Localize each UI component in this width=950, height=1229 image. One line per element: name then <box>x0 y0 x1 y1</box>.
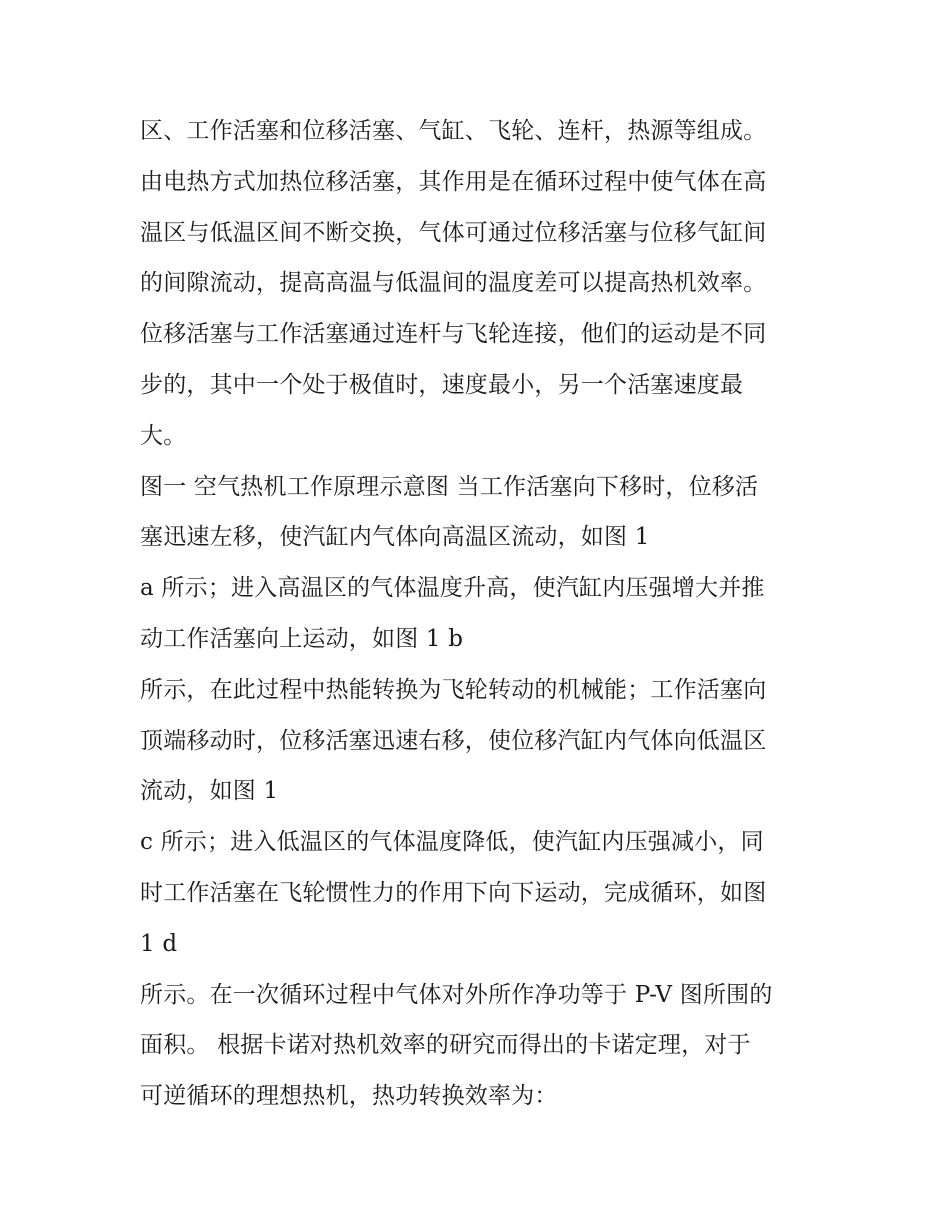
text-line: 位移活塞与工作活塞通过连杆与飞轮连接，他们的运动是不同 <box>140 321 767 348</box>
text-line: 可逆循环的理想热机，热功转换效率为： <box>140 1083 558 1110</box>
text-line: 1 d <box>140 930 178 957</box>
text-line: 面积。 根据卡诺对热机效率的研究而得出的卡诺定理，对于 <box>140 1032 751 1059</box>
text-line: 步的，其中一个处于极值时，速度最小，另一个活塞速度最 <box>140 371 744 398</box>
text-line: 的间隙流动，提高高温与低温间的温度差可以提高热机效率。 <box>140 270 767 297</box>
text-line: 塞迅速左移，使汽缸内气体向高温区流动，如图 1 <box>140 524 650 551</box>
text-line: 动工作活塞向上运动，如图 1 b <box>140 625 464 652</box>
text-line: 流动，如图 1 <box>140 778 279 805</box>
text-line: 顶端移动时，位移活塞迅速右移，使位移汽缸内气体向低温区 <box>140 727 767 754</box>
text-line: 时工作活塞在飞轮惯性力的作用下向下运动，完成循环，如图 <box>140 879 767 906</box>
text-line: 图一 空气热机工作原理示意图 当工作活塞向下移时，位移活 <box>140 473 759 500</box>
body-text <box>140 106 820 1122</box>
text-line: a 所示；进入高温区的气体温度升高，使汽缸内压强增大并推 <box>140 575 765 602</box>
text-line: 温区与低温区间不断交换，气体可通过位移活塞与位移气缸间 <box>140 219 767 246</box>
text-line: 大。 <box>140 422 187 449</box>
text-line: 由电热方式加热位移活塞，其作用是在循环过程中使气体在高 <box>140 168 767 195</box>
text-line: c 所示；进入低温区的气体温度降低，使汽缸内压强减小，同 <box>140 829 764 856</box>
text-line: 所示。在一次循环过程中气体对外所作净功等于 P-V 图所围的 <box>140 981 773 1008</box>
text-line: 所示，在此过程中热能转换为飞轮转动的机械能；工作活塞向 <box>140 676 767 703</box>
text-line: 区、工作活塞和位移活塞、气缸、飞轮、连杆，热源等组成。 <box>140 118 767 144</box>
